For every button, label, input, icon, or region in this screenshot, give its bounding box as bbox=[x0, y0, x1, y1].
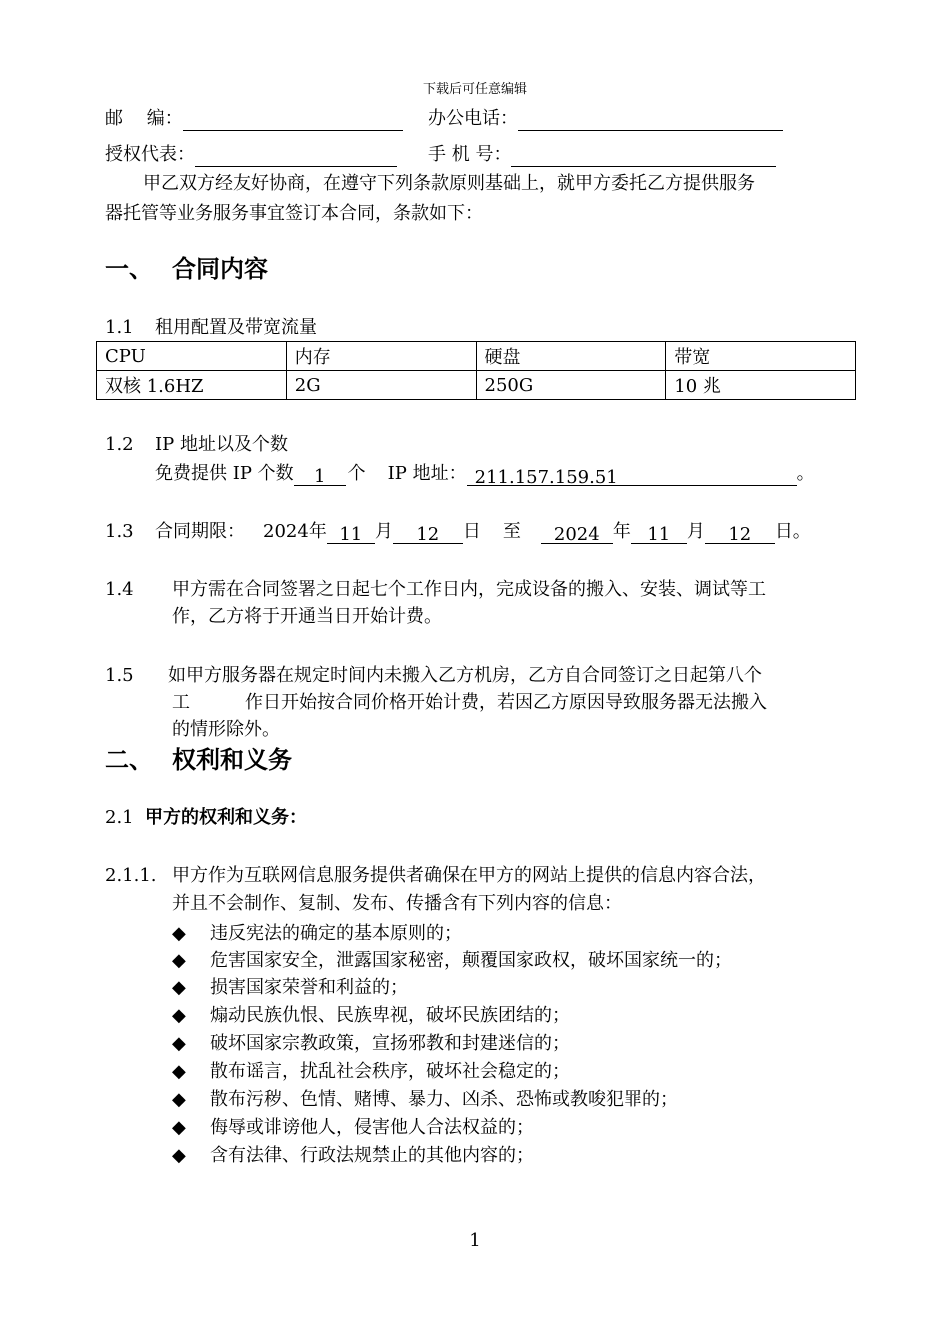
list-item-text: 煽动民族仇恨、民族卑视，破坏民族团结的； bbox=[210, 1005, 570, 1026]
clause-1-5-number: 1.5 bbox=[105, 665, 134, 686]
ip-count-label: 免费提供 IP 个数 bbox=[155, 463, 294, 484]
mobile-line bbox=[428, 143, 776, 167]
table-header-row bbox=[97, 342, 856, 371]
auth-rep-line bbox=[105, 143, 397, 167]
auth-rep-blank[interactable] bbox=[195, 146, 397, 167]
auth-rep-label: 授权代表： bbox=[105, 144, 195, 165]
end-day: 12 bbox=[705, 523, 775, 544]
start-month: 11 bbox=[327, 523, 375, 544]
ip-line-end: 。 bbox=[796, 463, 815, 484]
list-item bbox=[172, 1004, 570, 1028]
table-cell: 10 兆 bbox=[666, 371, 856, 400]
diamond-bullet-icon: ◆ bbox=[172, 1005, 186, 1026]
clause-1-4-line-1: 甲方需在合同签署之日起七个工作日内，完成设备的搬入、安装、调试等工 bbox=[172, 579, 766, 600]
month-char: 月 bbox=[686, 521, 705, 542]
list-item-text: 违反宪法的确定的基本原则的； bbox=[210, 923, 462, 944]
table-header-cell: 内存 bbox=[286, 342, 476, 371]
diamond-bullet-icon: ◆ bbox=[172, 1033, 186, 1054]
list-item bbox=[172, 1060, 570, 1084]
diamond-bullet-icon: ◆ bbox=[172, 950, 186, 971]
mobile-blank[interactable] bbox=[511, 146, 776, 167]
intro-line-2: 器托管等业务服务事宜签订本合同，条款如下： bbox=[105, 203, 483, 224]
clause-1-5-line-2a: 工 bbox=[172, 692, 190, 713]
ip-count-value: 1 bbox=[294, 465, 346, 486]
ip-count-unit: 个 bbox=[347, 463, 366, 484]
year-char: 年 bbox=[612, 521, 631, 542]
day-char: 日 bbox=[462, 521, 481, 542]
list-item bbox=[172, 1088, 678, 1112]
office-phone-blank[interactable] bbox=[518, 110, 783, 131]
clause-1-5-line-1: 如甲方服务器在规定时间内未搬入乙方机房，乙方自合同签订之日起第八个 bbox=[168, 665, 762, 686]
clause-2-1-1-line-2: 并且不会制作、复制、发布、传播含有下列内容的信息： bbox=[172, 893, 622, 914]
clause-2-1-1-number: 2.1.1. bbox=[105, 865, 157, 886]
list-item-text: 破坏国家宗教政策，宣扬邪教和封建迷信的； bbox=[210, 1033, 570, 1054]
office-phone-line bbox=[428, 107, 783, 131]
clause-1-4-line-2: 作，乙方将于开通当日开始计费。 bbox=[172, 606, 442, 627]
month-char: 月 bbox=[374, 521, 393, 542]
start-day: 12 bbox=[393, 523, 463, 544]
list-item-text: 散布污秽、色情、赌博、暴力、凶杀、恐怖或教唆犯罪的； bbox=[210, 1089, 678, 1110]
start-year: 2024 bbox=[263, 521, 309, 542]
ip-addr-value: 211.157.159.51 bbox=[467, 466, 797, 486]
ip-addr-label: IP 地址： bbox=[387, 463, 467, 484]
list-item-text: 散布谣言，扰乱社会秩序，破坏社会稳定的； bbox=[210, 1061, 570, 1082]
clause-1-3-number: 1.3 bbox=[105, 521, 134, 542]
diamond-bullet-icon: ◆ bbox=[172, 1145, 186, 1166]
clause-1-1-title: 租用配置及带宽流量 bbox=[155, 317, 317, 338]
postcode-label: 邮 编： bbox=[105, 108, 183, 129]
contract-term-line bbox=[155, 520, 811, 544]
section-1-number: 一、 bbox=[105, 255, 153, 283]
table-header-cell: CPU bbox=[97, 342, 287, 371]
end-year: 2024 bbox=[541, 523, 613, 544]
list-item bbox=[172, 1116, 534, 1140]
clause-2-1-title: 甲方的权利和义务： bbox=[145, 807, 307, 828]
end-month: 11 bbox=[631, 523, 687, 544]
diamond-bullet-icon: ◆ bbox=[172, 923, 186, 944]
clause-1-5-line-2b: 作日开始按合同价格开始计费，若因乙方原因导致服务器无法搬入 bbox=[245, 692, 767, 713]
clause-2-1-1-line-1: 甲方作为互联网信息服务提供者确保在甲方的网站上提供的信息内容合法， bbox=[172, 865, 766, 886]
clause-2-1-number: 2.1 bbox=[105, 807, 134, 828]
intro-line-1: 甲乙双方经友好协商，在遵守下列条款原则基础上，就甲方委托乙方提供服务 bbox=[143, 173, 755, 194]
table-header-cell: 硬盘 bbox=[476, 342, 666, 371]
postcode-blank[interactable] bbox=[183, 110, 403, 131]
table-cell: 250G bbox=[476, 371, 666, 400]
list-item bbox=[172, 1032, 570, 1056]
list-item bbox=[172, 922, 462, 946]
table-header-cell: 带宽 bbox=[666, 342, 856, 371]
list-item-text: 含有法律、行政法规禁止的其他内容的； bbox=[210, 1145, 534, 1166]
list-item-text: 损害国家荣誉和利益的； bbox=[210, 977, 408, 998]
section-1-title: 合同内容 bbox=[172, 255, 268, 283]
clause-1-1-number: 1.1 bbox=[105, 317, 134, 338]
clause-1-5-line-3: 的情形除外。 bbox=[172, 719, 280, 740]
page-number: 1 bbox=[469, 1230, 481, 1251]
spec-table bbox=[96, 341, 856, 400]
clause-1-2-title: IP 地址以及个数 bbox=[155, 434, 288, 455]
day-char-end: 日。 bbox=[774, 521, 811, 542]
diamond-bullet-icon: ◆ bbox=[172, 977, 186, 998]
section-2-number: 二、 bbox=[105, 746, 153, 774]
clause-1-2-number: 1.2 bbox=[105, 434, 134, 455]
list-item bbox=[172, 949, 732, 973]
clause-1-4-number: 1.4 bbox=[105, 579, 134, 600]
table-cell: 双核 1.6HZ bbox=[97, 371, 287, 400]
diamond-bullet-icon: ◆ bbox=[172, 1061, 186, 1082]
term-to: 至 bbox=[502, 521, 521, 542]
list-item bbox=[172, 976, 408, 1000]
contract-term-label: 合同期限： bbox=[155, 521, 245, 542]
office-phone-label: 办公电话： bbox=[428, 108, 518, 129]
diamond-bullet-icon: ◆ bbox=[172, 1089, 186, 1110]
mobile-label: 手 机 号： bbox=[428, 144, 512, 165]
table-cell: 2G bbox=[286, 371, 476, 400]
diamond-bullet-icon: ◆ bbox=[172, 1117, 186, 1138]
list-item-text: 侮辱或诽谤他人，侵害他人合法权益的； bbox=[210, 1117, 534, 1138]
table-row bbox=[97, 371, 856, 400]
postcode-line bbox=[105, 107, 403, 131]
year-char: 年 bbox=[308, 521, 327, 542]
header-note: 下载后可任意编辑 bbox=[422, 82, 527, 97]
list-item-text: 危害国家安全，泄露国家秘密，颠覆国家政权，破坏国家统一的； bbox=[210, 950, 732, 971]
list-item bbox=[172, 1144, 534, 1168]
section-2-title: 权利和义务 bbox=[172, 746, 292, 774]
ip-line bbox=[155, 462, 815, 486]
